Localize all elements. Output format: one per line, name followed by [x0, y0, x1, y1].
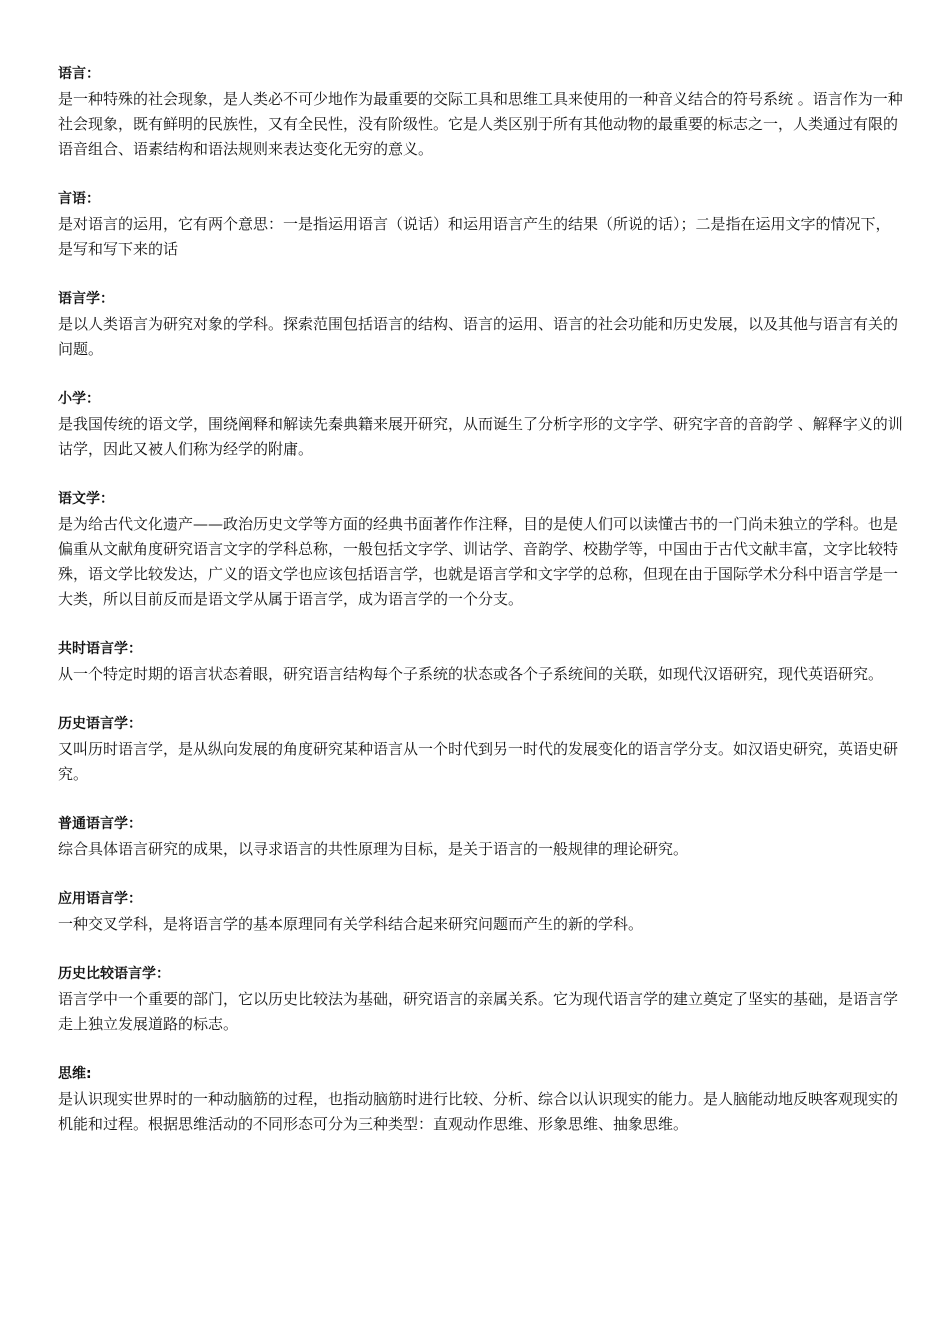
entry-term: 小学： — [58, 391, 100, 407]
entry-definition: 是我国传统的语文学，围绕阐释和解读先秦典籍来展开研究，从而诞生了分析字形的文字学、研究字音的音韵学 、解释字义的训诂学，因此又被人们称为经学的附庸。 — [58, 415, 903, 458]
entry-definition: 语言学中一个重要的部门，它以历史比较法为基础，研究语言的亲属关系。它为现代语言学的建立奠定了坚实的基础，是语言学走上独立发展道路的标志。 — [58, 990, 899, 1033]
entry-general-linguistics — [58, 812, 904, 862]
entry-comparative-linguistics — [58, 962, 904, 1037]
entry-language — [58, 62, 904, 162]
entry-historical-linguistics — [58, 712, 904, 787]
entry-term: 历史语言学： — [58, 716, 142, 732]
entry-definition: 综合具体语言研究的成果，以寻求语言的共性原理为目标，是关于语言的一般规律的理论研究。 — [58, 840, 689, 858]
entry-linguistics — [58, 287, 904, 362]
entry-definition: 是一种特殊的社会现象，是人类必不可少地作为最重要的交际工具和思维工具来使用的一种音义结合的符号系统 。语言作为一种社会现象，既有鲜明的民族性，又有全民性，没有阶级性。它是人类区别于所有其他动物的最重要的标志之一，人类通过有限的语音组合、语素结构和语法规则来表达变化无穷的意义。 — [58, 90, 903, 158]
entry-philology — [58, 487, 904, 612]
entry-term: 历史比较语言学： — [58, 966, 170, 982]
entry-term: 语言学： — [58, 291, 114, 307]
document-page — [58, 62, 904, 1162]
entry-speech — [58, 187, 904, 262]
entry-definition: 是以人类语言为研究对象的学科。探索范围包括语言的结构、语言的运用、语言的社会功能和历史发展，以及其他与语言有关的问题。 — [58, 315, 899, 358]
entry-definition: 是对语言的运用，它有两个意思：一是指运用语言（说话）和运用语言产生的结果（所说的话）；二是指在运用文字的情况下，是写和写下来的话 — [58, 215, 891, 258]
entry-term: 共时语言学： — [58, 641, 142, 657]
entry-term: 语言： — [58, 66, 100, 82]
entry-term: 思维: — [58, 1066, 92, 1082]
entry-term: 普通语言学： — [58, 816, 142, 832]
entry-definition: 是认识现实世界时的一种动脑筋的过程，也指动脑筋时进行比较、分析、综合以认识现实的能力。是人脑能动地反映客观现实的机能和过程。根据思维活动的不同形态可分为三种类型：直观动作思维、形象思维、抽象思维。 — [58, 1090, 899, 1133]
entry-term: 应用语言学： — [58, 891, 142, 907]
entry-xiaoxue — [58, 387, 904, 462]
entry-definition: 是为给古代文化遗产——政治历史文学等方面的经典书面著作作注释，目的是使人们可以读懂古书的一门尚未独立的学科。也是偏重从文献角度研究语言文字的学科总称，一般包括文字学、训诂学、音韵学、校勘学等，中国由于古代文献丰富，文字比较特殊，语文学比较发达，广义的语文学也应该包括语言学，也就是语言学和文字学的总称，但现在由于国际学术分科中语言学是一大类，所以目前反而是语文学从属于语言学，成为语言学的一个分支。 — [58, 515, 899, 608]
entry-definition: 又叫历时语言学，是从纵向发展的角度研究某种语言从一个时代到另一时代的发展变化的语言学分支。如汉语史研究，英语史研究。 — [58, 740, 899, 783]
entry-synchronic-linguistics — [58, 637, 904, 687]
entry-thinking — [58, 1062, 904, 1137]
entry-term: 言语： — [58, 191, 100, 207]
entry-definition: 一种交叉学科，是将语言学的基本原理同有关学科结合起来研究问题而产生的新的学科。 — [58, 915, 644, 933]
entry-term: 语文学： — [58, 491, 114, 507]
entry-applied-linguistics — [58, 887, 904, 937]
entry-definition: 从一个特定时期的语言状态着眼，研究语言结构每个子系统的状态或各个子系统间的关联，如现代汉语研究，现代英语研究。 — [58, 665, 884, 683]
